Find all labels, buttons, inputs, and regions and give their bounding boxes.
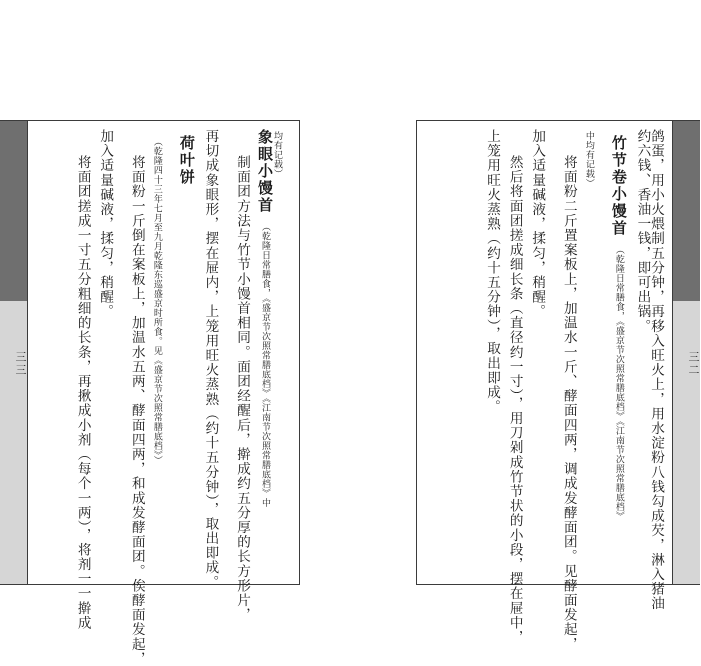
left-page-edge-band <box>0 121 28 584</box>
recipe-line: 加入适量碱液，揉匀，稍醒。 <box>529 129 546 319</box>
recipe-line: 将面粉二斤置案板上，加温水一斤、酵面四两，调成发酵面团。见酵面发起， <box>560 155 577 652</box>
edge-band-dark <box>673 121 700 301</box>
right-page-text <box>475 129 664 652</box>
right-page <box>416 120 700 652</box>
recipe2-line: 将面粉一斤倒在案板上，加温水五两、酵面四两，和成发酵面团。俟酵面发起， <box>128 155 145 666</box>
edge-band-light <box>0 301 27 584</box>
recipe-source-note-cont: 中均有记载） <box>583 131 594 188</box>
right-page-edge-band <box>672 121 700 584</box>
recipe2-line: 加入适量碱液，揉匀，稍醒。 <box>97 129 114 319</box>
recipe1-source-note: （乾隆日常膳食，《盛京节次照常膳底档》《江南节次照常膳底档》中 <box>260 222 270 508</box>
recipe1-line: 再切成象眼形，摆在屉内，上笼用旺火蒸熟（约十五分钟），取出即成。 <box>202 129 219 590</box>
recipe1-title-text: 象眼小馒首 <box>256 129 274 214</box>
edge-band-dark <box>0 121 27 301</box>
recipe2-title: 荷叶饼 <box>177 135 196 186</box>
edge-band-light <box>673 301 700 584</box>
left-page-text <box>66 129 282 666</box>
continued-line: 约六钱、香油一钱，即可出锅。 <box>634 129 651 334</box>
recipe-line: 然后将面团搓成细长条（直径约一寸），用刀剁成竹节状的小段，摆在屉中， <box>506 155 523 645</box>
recipe-title <box>611 129 626 521</box>
continued-line: 鸽蛋，用小火煨制五分钟，再移入旺火上，用水淀粉八钱勾成芡，淋入猪油 <box>648 129 664 611</box>
recipe2-line: 将面团搓成一寸五分粗细的长条，再揪成小剂（每个一两），将剂一一擀成 <box>74 155 91 630</box>
left-page <box>0 120 300 666</box>
right-page-number: 三二 <box>687 351 700 377</box>
recipe2-source-note: （乾隆四十三年七月至九月乾隆东巡盛京时所食。见《盛京节次照常膳底档》） <box>151 137 162 465</box>
recipe1-line: 制面团方法与竹节小馒首相同。面团经醒后，擀成约五分厚的长方形片， <box>234 155 250 623</box>
recipe1-source-note-cont: 均有记载） <box>272 131 282 179</box>
recipe1-title <box>257 129 272 508</box>
recipe-line: 上笼用旺火蒸熟（约十五分钟），取出即成。 <box>484 129 501 415</box>
recipe-source-note: （乾隆日常膳食，《盛京节次照常膳底档》《江南节次照常膳底档》 <box>613 245 624 521</box>
left-page-number: 三三 <box>14 351 27 377</box>
recipe-title-text: 竹节卷小馒首 <box>609 135 628 237</box>
